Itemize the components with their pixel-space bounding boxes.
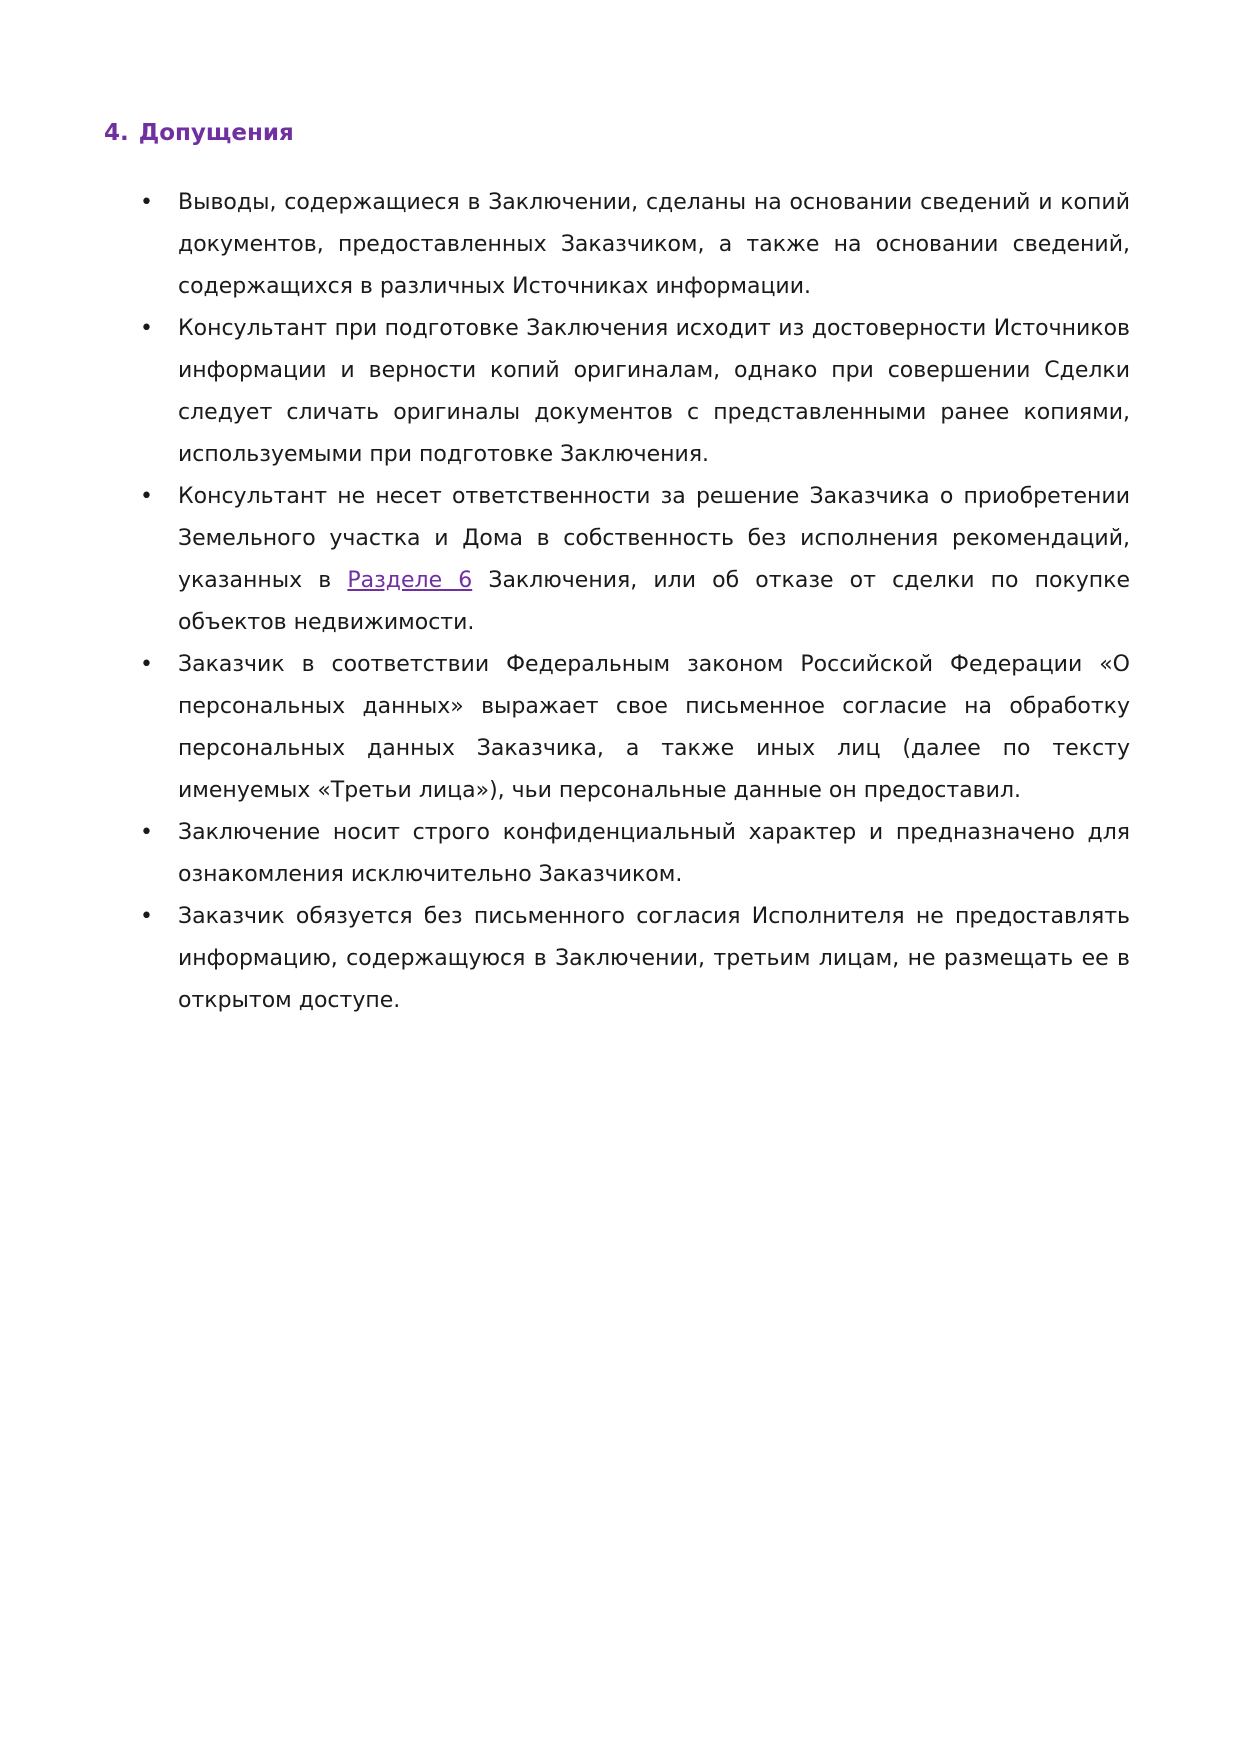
list-item-text: Консультант при подготовке Заключения исходит из достоверности Источников информации и верности копий оригиналам, однако при совершении Сделки следует сличать оригиналы документов с представленными ранее копиями, используемыми при подготовке Заключения. bbox=[178, 316, 1130, 467]
section-title: Допущения bbox=[138, 120, 294, 146]
list-item bbox=[140, 476, 1130, 644]
list-item bbox=[140, 896, 1130, 1022]
list-item-text: Заказчик в соответствии Федеральным законом Российской Федерации «О персональных данных» выражает свое письменное согласие на обработку персональных данных Заказчика, а также иных лиц (далее по тексту именуемых «Третьи лица»), чьи персональные данные он предоставил. bbox=[178, 652, 1130, 803]
list-item-text: Заказчик обязуется без письменного согласия Исполнителя не предоставлять информацию, содержащуюся в Заключении, третьим лицам, не размещать ее в открытом доступе. bbox=[178, 904, 1130, 1013]
assumptions-list bbox=[140, 182, 1130, 1022]
bullet-icon: • bbox=[140, 316, 153, 341]
list-item-text: Выводы, содержащиеся в Заключении, сделаны на основании сведений и копий документов, предоставленных Заказчиком, а также на основании сведений, содержащихся в различных Источниках информации. bbox=[178, 190, 1130, 299]
section-number: 4. bbox=[104, 120, 129, 146]
list-item bbox=[140, 644, 1130, 812]
list-item-text: Заключение носит строго конфиденциальный характер и предназначено для ознакомления исключительно Заказчиком. bbox=[178, 820, 1130, 887]
bullet-icon: • bbox=[140, 190, 153, 215]
list-item bbox=[140, 308, 1130, 476]
bullet-icon: • bbox=[140, 652, 153, 677]
list-item bbox=[140, 182, 1130, 308]
list-item bbox=[140, 812, 1130, 896]
section-6-link[interactable]: Разделе 6 bbox=[347, 568, 473, 593]
list-item-text-after: Заключения, или об отказе от сделки по покупке объектов недвижимости. bbox=[178, 568, 1130, 635]
section-heading bbox=[104, 118, 294, 148]
list-item-text-before: Консультант не несет ответственности за решение Заказчика о приобретении Земельного участка и Дома в собственность без исполнения рекомендаций, указанных в bbox=[178, 484, 1130, 593]
bullet-icon: • bbox=[140, 904, 153, 929]
bullet-icon: • bbox=[140, 820, 153, 845]
bullet-icon: • bbox=[140, 484, 153, 509]
